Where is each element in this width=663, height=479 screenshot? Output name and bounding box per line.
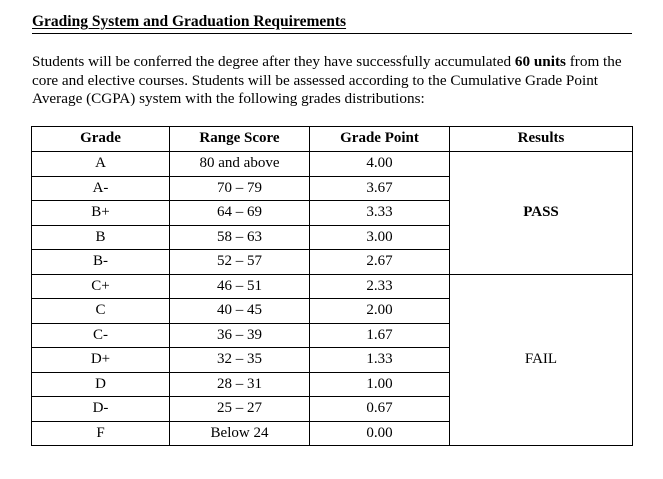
range-cell: 80 and above xyxy=(170,152,310,177)
intro-text-end: from the core and elective courses. Students will be assessed according to the Cumulative Grade Point Average (CGPA) system with the following grades distributions: xyxy=(32,53,622,107)
point-cell: 2.00 xyxy=(310,299,450,324)
point-cell: 2.33 xyxy=(310,274,450,299)
range-cell: 40 – 45 xyxy=(170,299,310,324)
grade-cell: D+ xyxy=(32,348,170,373)
range-cell: 46 – 51 xyxy=(170,274,310,299)
page-title: Grading System and Graduation Requirements xyxy=(32,13,347,30)
grade-cell: F xyxy=(32,421,170,446)
range-cell: 64 – 69 xyxy=(170,201,310,226)
range-cell: 58 – 63 xyxy=(170,225,310,250)
heading-divider xyxy=(32,33,632,34)
range-cell: 32 – 35 xyxy=(170,348,310,373)
table-row xyxy=(32,274,633,299)
result-fail-cell: FAIL xyxy=(450,274,633,446)
grade-cell: C- xyxy=(32,323,170,348)
grade-cell: D- xyxy=(32,397,170,422)
range-cell: 25 – 27 xyxy=(170,397,310,422)
point-cell: 1.00 xyxy=(310,372,450,397)
intro-units-highlight: 60 units xyxy=(514,53,566,70)
point-cell: 1.33 xyxy=(310,348,450,373)
grade-cell: B xyxy=(32,225,170,250)
table-row xyxy=(32,152,633,177)
result-pass-cell: PASS xyxy=(450,152,633,275)
header-grade-point: Grade Point xyxy=(310,127,450,152)
header-results: Results xyxy=(450,127,633,152)
intro-text-start: Students will be conferred the degree after they have successfully accumulated xyxy=(32,53,515,70)
intro-paragraph xyxy=(32,53,636,109)
range-cell: Below 24 xyxy=(170,421,310,446)
header-range-score: Range Score xyxy=(170,127,310,152)
range-cell: 36 – 39 xyxy=(170,323,310,348)
grade-cell: D xyxy=(32,372,170,397)
point-cell: 3.33 xyxy=(310,201,450,226)
grade-cell: B+ xyxy=(32,201,170,226)
point-cell: 1.67 xyxy=(310,323,450,348)
grading-table xyxy=(31,126,633,446)
grade-cell: A xyxy=(32,152,170,177)
point-cell: 0.67 xyxy=(310,397,450,422)
range-cell: 52 – 57 xyxy=(170,250,310,275)
grade-cell: C+ xyxy=(32,274,170,299)
range-cell: 28 – 31 xyxy=(170,372,310,397)
header-grade: Grade xyxy=(32,127,170,152)
point-cell: 2.67 xyxy=(310,250,450,275)
grade-cell: A- xyxy=(32,176,170,201)
grade-cell: B- xyxy=(32,250,170,275)
point-cell: 3.67 xyxy=(310,176,450,201)
grade-cell: C xyxy=(32,299,170,324)
range-cell: 70 – 79 xyxy=(170,176,310,201)
point-cell: 4.00 xyxy=(310,152,450,177)
point-cell: 3.00 xyxy=(310,225,450,250)
point-cell: 0.00 xyxy=(310,421,450,446)
table-header-row xyxy=(32,127,633,152)
